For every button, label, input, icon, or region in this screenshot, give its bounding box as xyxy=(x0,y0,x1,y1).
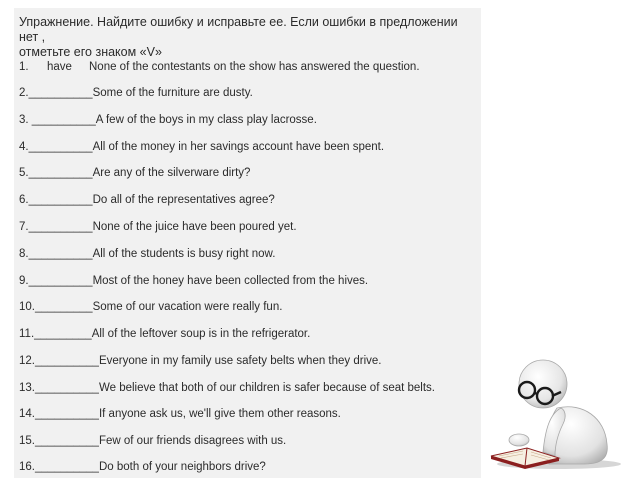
exercise-item-1 xyxy=(19,60,479,74)
exercise-item-6 xyxy=(19,193,479,207)
instructions-line-2: отметьте его знаком «V» xyxy=(19,45,162,59)
answer-blank: __________ xyxy=(35,408,99,420)
exercise-sheet xyxy=(14,8,481,478)
answer-blank: __________ xyxy=(35,461,99,473)
exercise-item-5 xyxy=(19,166,479,180)
item-number: 1. xyxy=(19,61,29,73)
exercise-item-16 xyxy=(19,460,479,474)
item-number: 5. xyxy=(19,167,29,179)
exercise-item-15 xyxy=(19,434,479,448)
item-sentence: None of the juice have been poured yet. xyxy=(92,221,297,233)
item-number: 4. xyxy=(19,141,29,153)
item-number: 13. xyxy=(19,382,35,394)
item-sentence: Most of the honey have been collected from the hives. xyxy=(92,275,369,287)
item-sentence: Some of the furniture are dusty. xyxy=(92,87,253,99)
answer-blank: _________ xyxy=(35,301,93,313)
item-sentence: Some of our vacation were really fun. xyxy=(92,301,283,313)
item-sentence: Everyone in my family use safety belts when they drive. xyxy=(98,355,382,367)
answer-blank: __________ xyxy=(28,114,96,126)
item-number: 2. xyxy=(19,87,29,99)
item-sentence: Do both of your neighbors drive? xyxy=(98,461,266,473)
answer-blank: __________ xyxy=(35,355,99,367)
item-sentence: All of the students is busy right now. xyxy=(92,248,276,260)
item-number: 10. xyxy=(19,301,35,313)
item-sentence: If anyone ask us, we'll give them other reasons. xyxy=(98,408,341,420)
item-sentence: A few of the boys in my class play lacrosse. xyxy=(95,114,317,126)
exercise-item-11 xyxy=(19,327,479,341)
item-number: 3. xyxy=(19,114,29,126)
exercise-item-7 xyxy=(19,220,479,234)
answer-blank: have xyxy=(47,61,72,73)
answer-blank: __________ xyxy=(28,248,93,260)
item-number: 9. xyxy=(19,275,29,287)
item-sentence: Are any of the silverware dirty? xyxy=(92,167,251,179)
answer-blank: __________ xyxy=(28,167,93,179)
item-number: 8. xyxy=(19,248,29,260)
answer-blank: __________ xyxy=(28,87,93,99)
item-number: 12. xyxy=(19,355,35,367)
item-sentence: We believe that both of our children is safer because of seat belts. xyxy=(98,382,436,394)
item-number: 14. xyxy=(19,408,35,420)
item-number: 16. xyxy=(19,461,35,473)
item-sentence: Few of our friends disagrees with us. xyxy=(98,435,287,447)
item-sentence: All of the leftover soup is in the refrigerator. xyxy=(91,328,311,340)
answer-blank: __________ xyxy=(28,275,93,287)
answer-blank: __________ xyxy=(35,435,99,447)
exercise-item-14 xyxy=(19,407,479,421)
exercise-item-2 xyxy=(19,86,479,100)
item-number: 11. xyxy=(19,328,35,340)
exercise-item-4 xyxy=(19,140,479,154)
instructions-line-1: Упражнение. Найдите ошибку и исправьте ее. Если ошибки в предложении нет , xyxy=(19,15,458,44)
item-number: 6. xyxy=(19,194,29,206)
answer-blank: __________ xyxy=(28,194,93,206)
exercise-item-9 xyxy=(19,274,479,288)
exercise-item-3 xyxy=(19,113,479,127)
item-number: 15. xyxy=(19,435,35,447)
exercise-item-13 xyxy=(19,381,479,395)
exercise-item-12 xyxy=(19,354,479,368)
answer-blank: __________ xyxy=(28,221,93,233)
item-sentence: All of the money in her savings account have been spent. xyxy=(92,141,385,153)
exercise-instructions xyxy=(19,15,477,60)
item-sentence: Do all of the representatives agree? xyxy=(92,194,275,206)
item-number: 7. xyxy=(19,221,29,233)
exercise-item-8 xyxy=(19,247,479,261)
item-sentence: None of the contestants on the show has answered the question. xyxy=(89,61,420,73)
exercise-item-10 xyxy=(19,300,479,314)
reading-person-icon xyxy=(485,352,625,470)
answer-blank: __________ xyxy=(28,141,93,153)
answer-blank: _________ xyxy=(34,328,92,340)
answer-blank: __________ xyxy=(35,382,99,394)
